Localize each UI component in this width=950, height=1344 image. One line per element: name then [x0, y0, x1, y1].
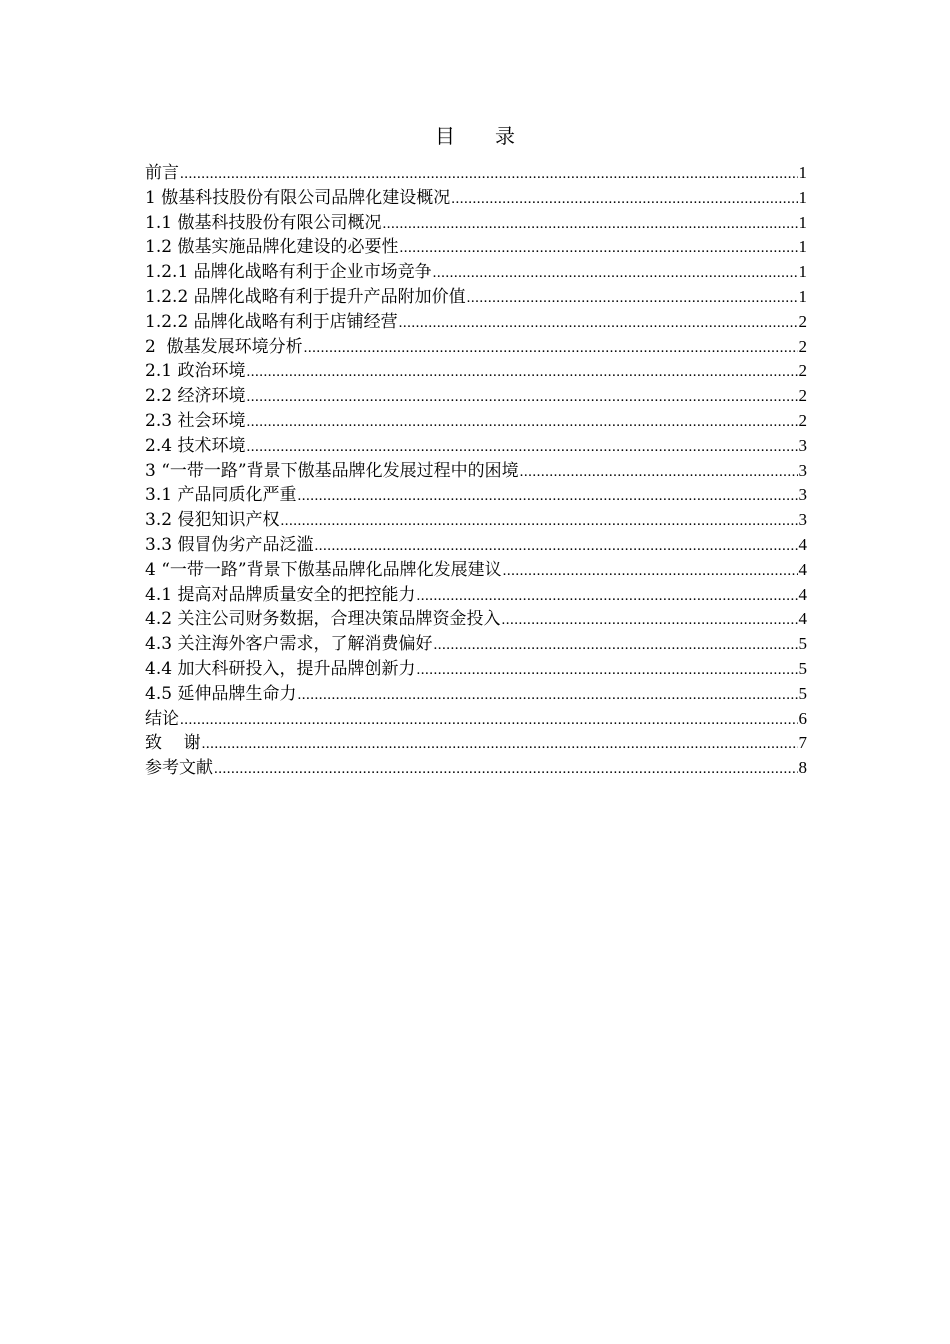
toc-leader-dots [314, 534, 797, 559]
toc-leader-dots [520, 460, 798, 485]
toc-entry[interactable] [145, 186, 807, 211]
toc-entry-label: 3.1 产品同质化严重 [145, 485, 297, 506]
toc-entry-label: 4.5 延伸品牌生命力 [145, 683, 297, 704]
toc-entry-label: 4 “一带一路”背景下傲基品牌化品牌化发展建议 [145, 559, 502, 580]
toc-entry-label: 2 傲基发展环境分析 [145, 336, 303, 357]
toc-leader-dots [399, 236, 797, 261]
toc-page-number: 5 [798, 634, 807, 654]
toc-entry-label: 2.4 技术环境 [145, 435, 246, 456]
toc-leader-dots [503, 559, 798, 584]
toc-leader-dots [304, 336, 798, 361]
toc-entry[interactable] [145, 161, 807, 186]
toc-entry[interactable] [145, 607, 807, 632]
toc-entry-label: 前言 [145, 163, 179, 183]
toc-entry-label: 4.3 关注海外客户需求，了解消费偏好 [145, 634, 433, 655]
toc-page-number: 3 [798, 460, 807, 480]
toc-page-number: 4 [798, 584, 807, 604]
toc-page-number: 1 [798, 237, 807, 257]
toc-entry[interactable] [145, 632, 807, 657]
toc-entry[interactable] [145, 260, 807, 285]
toc-entry-label: 3.3 假冒伪劣产品泛滥 [145, 534, 314, 555]
toc-entry-label: 1.2 傲基实施品牌化建设的必要性 [145, 237, 399, 258]
toc-page-number: 2 [798, 336, 807, 356]
toc-leader-dots [399, 311, 798, 336]
toc-page-number: 6 [798, 708, 807, 728]
toc-leader-dots [246, 435, 797, 460]
toc-page-number: 1 [798, 212, 807, 232]
toc-leader-dots [180, 708, 798, 733]
toc-entry-label: 1.2.2 品牌化战略有利于提升产品附加价值 [145, 286, 466, 307]
toc-leader-dots [180, 162, 798, 187]
toc-page-number: 2 [798, 361, 807, 381]
toc-page-number: 2 [798, 410, 807, 430]
toc-leader-dots [246, 360, 797, 385]
toc-entry-label: 4.4 加大科研投入，提升品牌创新力 [145, 658, 416, 679]
toc-entry-label: 4.1 提高对品牌质量安全的把控能力 [145, 584, 416, 605]
toc-page-number: 4 [798, 609, 807, 629]
toc-page-number: 5 [798, 683, 807, 703]
toc-entry-label: 参考文献 [145, 758, 213, 779]
toc-leader-dots [416, 584, 797, 609]
toc-leader-dots [214, 757, 798, 782]
toc-page-number: 4 [798, 559, 807, 579]
table-of-contents [145, 161, 807, 781]
toc-entry[interactable] [145, 409, 807, 434]
toc-entry-label: 1.2.1 品牌化战略有利于企业市场竞争 [145, 262, 432, 283]
toc-entry[interactable] [145, 558, 807, 583]
toc-entry-label: 3 “一带一路”背景下傲基品牌化发展过程中的困境 [145, 460, 519, 481]
toc-leader-dots [416, 658, 797, 683]
toc-page-number: 1 [798, 262, 807, 282]
toc-leader-dots [202, 732, 798, 757]
toc-entry-label: 1.1 傲基科技股份有限公司概况 [145, 212, 382, 233]
toc-entry-label: 3.2 侵犯知识产权 [145, 510, 280, 531]
toc-entry-label: 1.2.2 品牌化战略有利于店铺经营 [145, 311, 398, 332]
toc-entry[interactable] [145, 583, 807, 608]
toc-entry[interactable] [145, 483, 807, 508]
toc-entry[interactable] [145, 335, 807, 360]
toc-page-number: 1 [798, 187, 807, 207]
toc-entry-label: 4.2 关注公司财务数据，合理决策品牌资金投入 [145, 609, 501, 630]
toc-page-number: 3 [798, 510, 807, 530]
toc-entry[interactable] [145, 682, 807, 707]
toc-page-number: 1 [798, 286, 807, 306]
toc-leader-dots [297, 484, 797, 509]
toc-entry-label: 结论 [145, 708, 179, 729]
toc-entry[interactable] [145, 657, 807, 682]
toc-page-number: 3 [798, 435, 807, 455]
toc-leader-dots [433, 261, 798, 286]
toc-page-number: 8 [798, 758, 807, 778]
toc-entry[interactable] [145, 459, 807, 484]
toc-entry-label: 2.3 社会环境 [145, 410, 246, 431]
toc-entry-label: 2.2 经济环境 [145, 386, 246, 407]
toc-entry[interactable] [145, 707, 807, 732]
toc-title [0, 122, 950, 150]
toc-entry-label: 致 谢 [145, 733, 201, 754]
toc-entry[interactable] [145, 384, 807, 409]
toc-leader-dots [451, 187, 797, 212]
toc-entry[interactable] [145, 235, 807, 260]
toc-leader-dots [433, 633, 797, 658]
toc-page-number: 2 [798, 311, 807, 331]
toc-page-number: 5 [798, 658, 807, 678]
toc-entry[interactable] [145, 756, 807, 781]
toc-leader-dots [280, 509, 797, 534]
toc-page-number: 3 [798, 485, 807, 505]
toc-page-number: 7 [798, 733, 807, 753]
toc-entry[interactable] [145, 533, 807, 558]
toc-entry[interactable] [145, 211, 807, 236]
toc-title-char: 录 [495, 124, 515, 148]
toc-leader-dots [467, 286, 798, 311]
toc-leader-dots [382, 212, 797, 237]
toc-page-number: 2 [798, 386, 807, 406]
toc-title-char: 目 [435, 124, 455, 148]
toc-entry[interactable] [145, 359, 807, 384]
toc-entry-label: 2.1 政治环境 [145, 361, 246, 382]
toc-entry[interactable] [145, 508, 807, 533]
toc-leader-dots [501, 608, 797, 633]
toc-page-number: 4 [798, 534, 807, 554]
toc-entry[interactable] [145, 434, 807, 459]
toc-page-number: 1 [798, 163, 807, 182]
toc-entry[interactable] [145, 731, 807, 756]
toc-entry[interactable] [145, 310, 807, 335]
toc-entry-label: 1 傲基科技股份有限公司品牌化建设概况 [145, 187, 451, 208]
toc-leader-dots [246, 410, 797, 435]
toc-leader-dots [246, 385, 797, 410]
toc-entry[interactable] [145, 285, 807, 310]
toc-leader-dots [297, 683, 797, 708]
